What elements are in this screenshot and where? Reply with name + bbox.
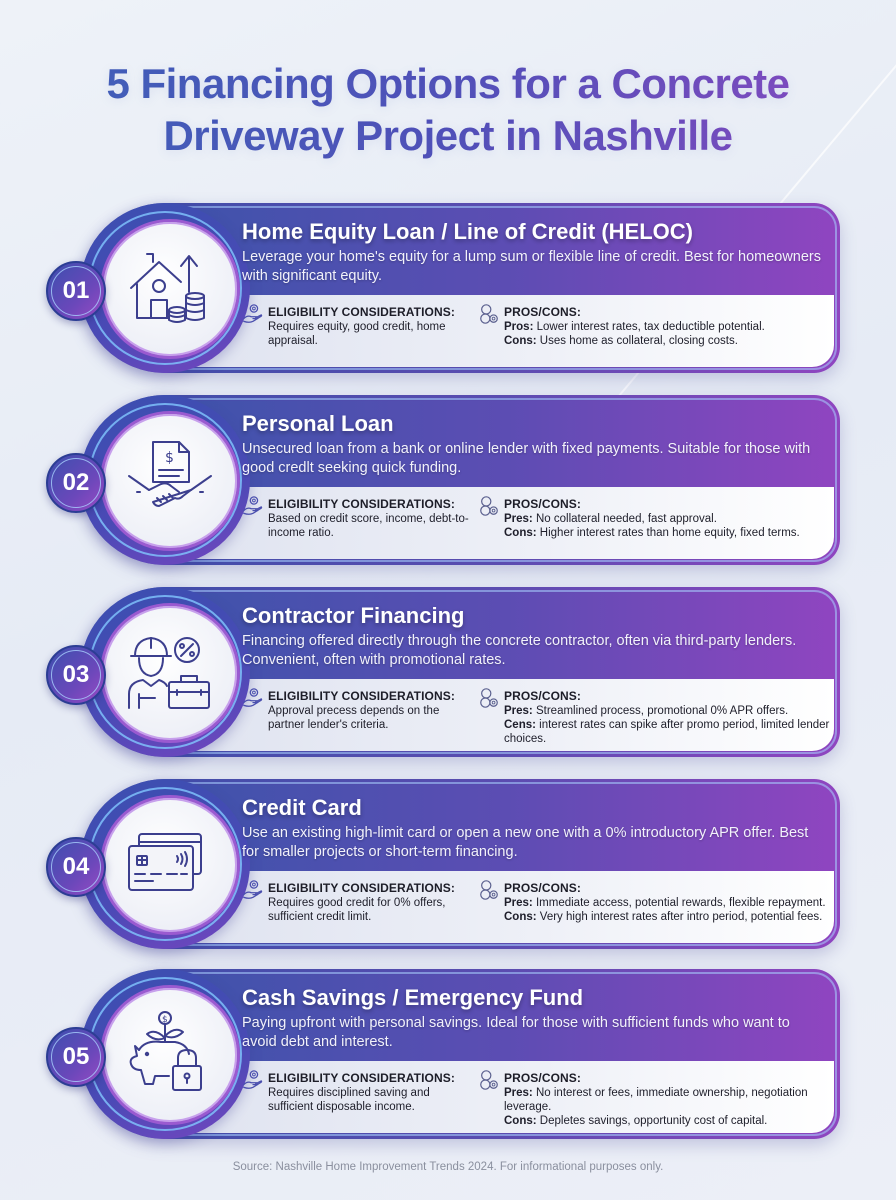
option-number-badge bbox=[46, 1027, 106, 1087]
proscons-text bbox=[504, 512, 800, 540]
cons-text: Higher interest rates than home equity, fixed terms. bbox=[539, 527, 800, 539]
eligibility-text: Requires equity, good credit, home appraisal. bbox=[268, 321, 446, 347]
hand-coin-icon bbox=[242, 1069, 264, 1091]
cons-label: Cens: bbox=[504, 719, 536, 731]
option-description: Use an existing high-limit card or open a new one with a 0% introductory APR offer. Best for smaller projects or short-term financing. bbox=[242, 825, 809, 860]
proscons-text bbox=[504, 896, 826, 924]
option-number: 02 bbox=[62, 469, 90, 496]
option-card-3 bbox=[60, 587, 840, 757]
proscons-heading: PROS/CONS: bbox=[504, 305, 582, 319]
pros-label: Pros: bbox=[504, 321, 534, 333]
proscons-text bbox=[504, 1086, 838, 1128]
coins-icon bbox=[478, 879, 500, 901]
pros-label: Pres: bbox=[504, 705, 533, 717]
svg-text:$: $ bbox=[165, 450, 174, 466]
option-number: 01 bbox=[62, 277, 90, 304]
icon-circle bbox=[100, 219, 240, 359]
title-line-1: 5 Financing Options for a Concrete bbox=[106, 60, 790, 107]
contractor-toolbox-icon bbox=[125, 628, 215, 718]
option-title: Cash Savings / Emergency Fund bbox=[242, 985, 584, 1010]
eligibility-heading: ELIGIBILITY CONSIDERATIONS: bbox=[268, 881, 455, 895]
option-number-badge bbox=[46, 453, 106, 513]
hand-coin-icon bbox=[242, 495, 264, 517]
cons-label: Cons: bbox=[504, 911, 537, 923]
pros-label: Pres: bbox=[504, 897, 533, 909]
eligibility-heading: ELIGIBILITY CONSIDERATIONS: bbox=[268, 1071, 455, 1085]
option-title: Contractor Financing bbox=[242, 603, 465, 628]
option-number: 03 bbox=[62, 661, 90, 688]
option-number-badge bbox=[46, 261, 106, 321]
option-card-2 bbox=[60, 395, 840, 565]
proscons-heading: PROS/CONS: bbox=[504, 497, 582, 511]
proscons-heading: PROS/CONS: bbox=[504, 1071, 582, 1085]
credit-card-icon bbox=[125, 820, 215, 910]
cons-label: Cons: bbox=[504, 335, 537, 347]
option-card-5 bbox=[60, 969, 840, 1139]
option-description: Paying upfront with personal savings. Ideal for those with sufficient funds who want to avoid debt and interest. bbox=[242, 1015, 790, 1050]
coins-icon bbox=[478, 495, 500, 517]
eligibility-heading: ELIGIBILITY CONSIDERATIONS: bbox=[268, 497, 455, 511]
option-card-1 bbox=[60, 203, 840, 373]
proscons-text bbox=[504, 704, 838, 746]
coins-icon bbox=[478, 687, 500, 709]
proscons-text bbox=[504, 320, 765, 348]
option-number-badge bbox=[46, 837, 106, 897]
eligibility-text: Based on credit score, income, debt-to-income ratio. bbox=[268, 513, 469, 539]
coins-icon bbox=[478, 1069, 500, 1091]
pros-label: Pres: bbox=[504, 513, 533, 525]
pros-text: Immediate access, potential rewards, flexible repayment. bbox=[535, 897, 826, 909]
page-title bbox=[0, 58, 896, 162]
icon-circle bbox=[100, 985, 240, 1125]
option-number-badge bbox=[46, 645, 106, 705]
eligibility-text: Requires good credit for 0% offers, sufficient credit limit. bbox=[268, 897, 446, 923]
eligibility-heading: ELIGIBILITY CONSIDERATIONS: bbox=[268, 689, 455, 703]
pros-text: No interest or fees, immediate ownership, negotiation leverage. bbox=[504, 1087, 808, 1113]
cons-label: Cons: bbox=[504, 1115, 537, 1127]
svg-text:$: $ bbox=[162, 1015, 168, 1025]
option-title: Credit Card bbox=[242, 795, 362, 820]
option-number: 05 bbox=[62, 1043, 90, 1070]
icon-circle bbox=[100, 795, 240, 935]
proscons-heading: PROS/CONS: bbox=[504, 689, 582, 703]
pros-label: Pres: bbox=[504, 1087, 533, 1099]
piggy-bank-lock-icon bbox=[125, 1010, 215, 1100]
cons-text: Uses home as collateral, closing costs. bbox=[539, 335, 738, 347]
option-description: Financing offered directly through the concrete contractor, often via third-party lenders. Convenient, often with promotional rates. bbox=[242, 633, 797, 668]
hand-coin-icon bbox=[242, 303, 264, 325]
cons-text: interest rates can spike after promo period, limited lender choices. bbox=[504, 719, 830, 745]
cons-text: Depletes savings, opportunity cost of capital. bbox=[539, 1115, 768, 1127]
proscons-heading: PROS/CONS: bbox=[504, 881, 582, 895]
eligibility-text: Requires disciplined saving and sufficient disposable income. bbox=[268, 1087, 430, 1113]
house-equity-icon bbox=[125, 244, 215, 334]
source-footnote: Source: Nashville Home Improvement Trends 2024. For informational purposes only. bbox=[232, 1161, 664, 1173]
option-description: Leverage your home's equity for a lump sum or flexible line of credit. Best for homeowners with significant equity. bbox=[242, 249, 822, 284]
cons-text: Very high interest rates after intro period, potential fees. bbox=[539, 911, 823, 923]
option-description: Unsecured loan from a bank or online lender with fixed payments. Suitable for those with good credlt seeking quick funding. bbox=[242, 441, 811, 476]
option-card-4 bbox=[60, 779, 840, 949]
option-number: 04 bbox=[62, 853, 90, 880]
title-line-2: Driveway Project in Nashville bbox=[163, 112, 733, 159]
pros-text: Streamlined process, promotional 0% APR offers. bbox=[535, 705, 789, 717]
option-title: Home Equity Loan / Line of Credit (HELOC) bbox=[242, 219, 693, 244]
cons-label: Cons: bbox=[504, 527, 537, 539]
pros-text: No collateral needed, fast approval. bbox=[535, 513, 717, 525]
hand-coin-icon bbox=[242, 687, 264, 709]
icon-circle bbox=[100, 603, 240, 743]
coins-icon bbox=[478, 303, 500, 325]
icon-circle bbox=[100, 411, 240, 551]
pros-text: Lower interest rates, tax deductible potential. bbox=[536, 321, 765, 333]
option-title: Personal Loan bbox=[242, 411, 394, 436]
handshake-contract-icon bbox=[125, 436, 215, 526]
eligibility-text: Approval precess depends on the partner lender's criteria. bbox=[268, 705, 440, 731]
eligibility-heading: ELIGIBILITY CONSIDERATIONS: bbox=[268, 305, 455, 319]
hand-coin-icon bbox=[242, 879, 264, 901]
